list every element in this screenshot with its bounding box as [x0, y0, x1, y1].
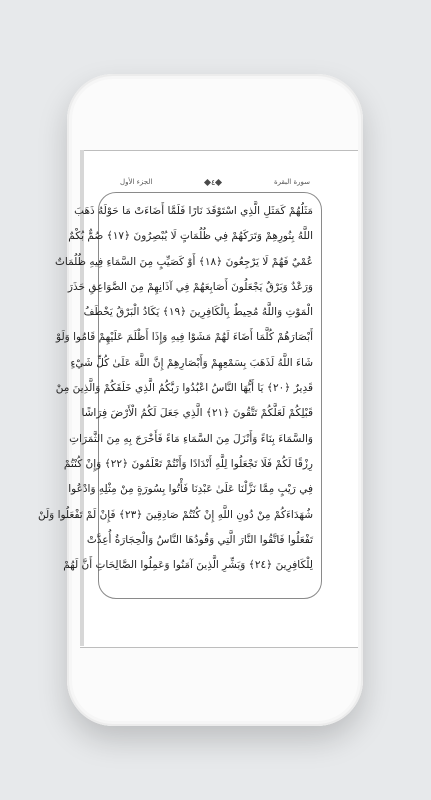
juz-label: الجزء الأول: [120, 178, 153, 186]
mushaf-line: قَبْلِكُمْ لَعَلَّكُمْ تَتَّقُونَ ﴿٢١﴾ الَّذِي جَعَلَ لَكُمُ الْأَرْضَ فِرَاشًا: [81, 407, 313, 420]
surah-name: سورة البقرة: [273, 178, 310, 186]
diamond-left-icon: [204, 178, 211, 185]
mushaf-line: اللَّهُ بِنُورِهِمْ وَتَرَكَهُمْ فِي ظُلُمَاتٍ لَا يُبْصِرُونَ ﴿١٧﴾ صُمٌّ بُكْمٌ: [68, 230, 313, 243]
mushaf-line: لِلْكَافِرِينَ ﴿٢٤﴾ وَبَشِّرِ الَّذِينَ آمَنُوا وَعَمِلُوا الصَّالِحَاتِ أَنَّ لَهُمْ: [63, 559, 313, 572]
mushaf-line: وَالسَّمَاءَ بِنَاءً وَأَنْزَلَ مِنَ السَّمَاءِ مَاءً فَأَخْرَجَ بِهِ مِنَ الثَّمَرَاتِ: [69, 432, 313, 445]
diamond-right-icon: [215, 178, 222, 185]
mushaf-line: أَبْصَارَهُمْ كُلَّمَا أَضَاءَ لَهُمْ مَشَوْا فِيهِ وَإِذَا أَظْلَمَ عَلَيْهِمْ قَامُوا وَلَوْ: [56, 331, 313, 344]
mushaf-line: رِزْقًا لَكُمْ فَلَا تَجْعَلُوا لِلَّهِ أَنْدَادًا وَأَنْتُمْ تَعْلَمُونَ ﴿٢٢﴾ وَإِنْ كُنْتُمْ: [63, 457, 313, 470]
mushaf-line: فِي رَيْبٍ مِمَّا نَزَّلْنَا عَلَىٰ عَبْدِنَا فَأْتُوا بِسُورَةٍ مِنْ مِثْلِهِ وَادْعُوا: [68, 483, 313, 496]
mushaf-line: وَرَعْدٌ وَبَرْقٌ يَجْعَلُونَ أَصَابِعَهُمْ فِي آذَانِهِمْ مِنَ الصَّوَاعِقِ حَذَرَ: [67, 280, 313, 293]
page-number: ٤: [211, 177, 216, 187]
mushaf-line: مَثَلُهُمْ كَمَثَلِ الَّذِي اسْتَوْقَدَ نَارًا فَلَمَّا أَضَاءَتْ مَا حَوْلَهُ ذَهَبَ: [74, 205, 313, 217]
mushaf-line: تَفْعَلُوا فَاتَّقُوا النَّارَ الَّتِي وَقُودُهَا النَّاسُ وَالْحِجَارَةُ أُعِدَّتْ: [86, 533, 313, 546]
mushaf-line: الْمَوْتِ وَاللَّهُ مُحِيطٌ بِالْكَافِرِينَ ﴿١٩﴾ يَكَادُ الْبَرْقُ يَخْطَفُ: [83, 306, 313, 319]
mushaf-line: قَدِيرٌ ﴿٢٠﴾ يَا أَيُّهَا النَّاسُ اعْبُدُوا رَبَّكُمُ الَّذِي خَلَقَكُمْ وَالَّذِينَ مِنْ: [55, 382, 313, 395]
mushaf-line: شُهَدَاءَكُمْ مِنْ دُونِ اللَّهِ إِنْ كُنْتُمْ صَادِقِينَ ﴿٢٣﴾ فَإِنْ لَمْ تَفْعَلُوا وَلَنْ: [37, 508, 313, 521]
page-header: [120, 176, 310, 188]
mushaf-line: شَاءَ اللَّهُ لَذَهَبَ بِسَمْعِهِمْ وَأَبْصَارِهِمْ إِنَّ اللَّهَ عَلَىٰ كُلِّ شَيْءٍ: [70, 356, 313, 369]
page-number-badge[interactable]: [205, 178, 221, 187]
mushaf-page[interactable]: [37, 192, 322, 599]
mushaf-line: عُمْيٌ فَهُمْ لَا يَرْجِعُونَ ﴿١٨﴾ أَوْ كَصَيِّبٍ مِنَ السَّمَاءِ فِيهِ ظُلُمَاتٌ: [55, 255, 313, 268]
